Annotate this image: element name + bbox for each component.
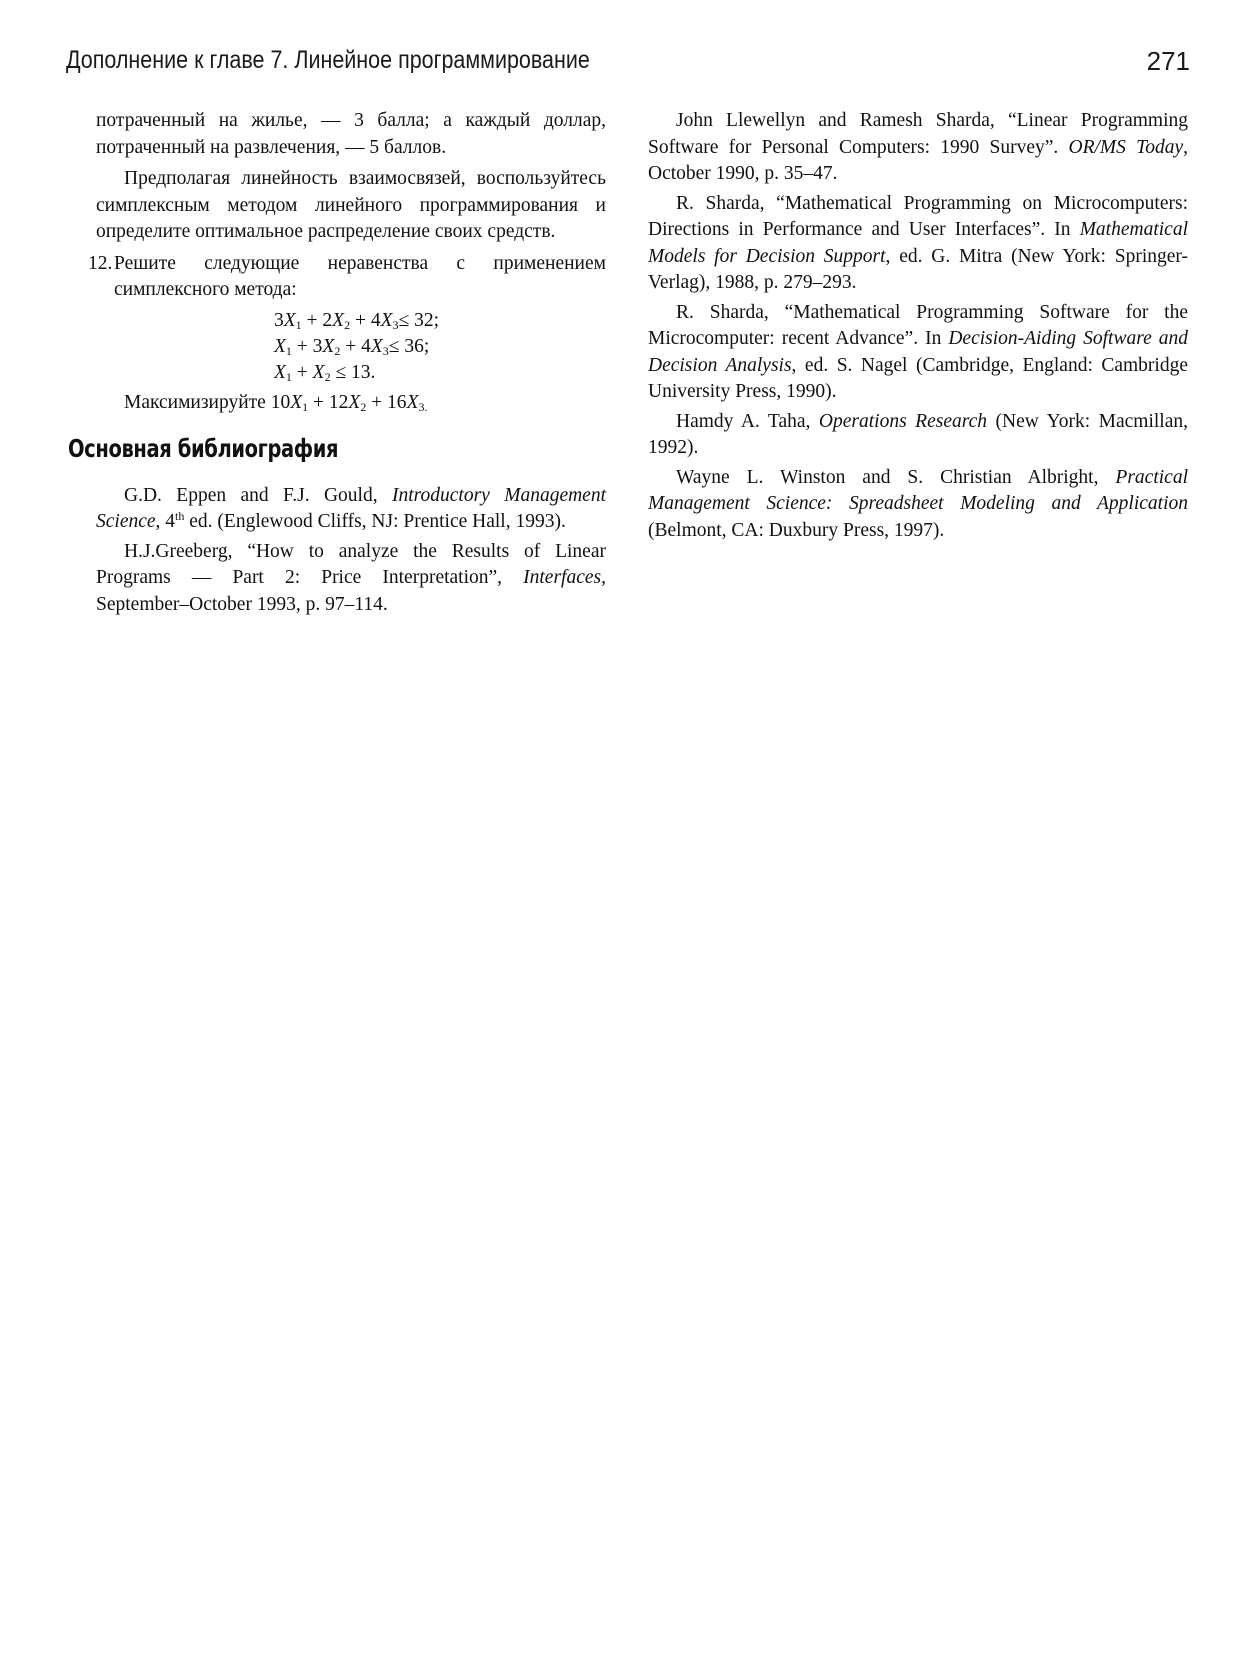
- reference-item: G.D. Eppen and F.J. Gould, Introductory Management Science, 4th ed. (Englewood Cliffs, NJ: Prentice Hall, 1993).: [96, 484, 606, 532]
- running-head: Дополнение к главе 7. Линейное программирование: [66, 46, 590, 74]
- reference-item: Hamdy A. Taha, Operations Research (New York: Macmillan, 1992).: [648, 410, 1188, 458]
- exercise-number: 12.: [88, 252, 113, 274]
- exercise-paragraph-2: Предполагая линейность взаимосвязей, воспользуйтесь симплексным методом линейного программирования и определите оптимальное распределение своих средств.: [96, 168, 606, 242]
- exercise-text: Решите следующие неравенства с применением симплексного метода:: [114, 252, 606, 300]
- section-title: Основная библиография: [68, 434, 339, 463]
- exercise-paragraph-1: потраченный на жилье, — 3 балла; а каждый доллар, потраченный на развлечения, — 5 баллов.: [96, 110, 606, 158]
- reference-item: H.J.Greeberg, “How to analyze the Results of Linear Programs — Part 2: Price Interpretation”, Interfaces, September–October 1993, p. 97–114.: [96, 540, 606, 615]
- maximize-label: Максимизируйте: [124, 391, 266, 413]
- objective-function: Максимизируйте $10X_1 + 12X_2 + 16X_{3.}$: [124, 391, 428, 414]
- reference-item: R. Sharda, “Mathematical Programming Software for the Microcomputer: recent Advance”. In Decision-Aiding Software and Decision Analysis, ed. S. Nagel (Cambridge, England: Cambridge University Press, 1990).: [648, 301, 1189, 402]
- inequality-2: $X_1 + 3X_2 + 4X_3\le 36$;: [274, 335, 430, 358]
- right-column: [648, 108, 1188, 547]
- inequalities: [274, 308, 606, 386]
- reference-item: Wayne L. Winston and S. Christian Albright, Practical Management Science: Spreadsheet Modeling and Application (Belmont, CA: Duxbury Press, 1997).: [648, 466, 1188, 541]
- page-number: 271: [1146, 46, 1190, 76]
- reference-item: R. Sharda, “Mathematical Programming on Microcomputers: Directions in Performance and User Interfaces”. In Mathematical Models for Decision Support, ed. G. Mitra (New York: Springer-Verlag), 1988, p. 279–293.: [648, 192, 1188, 293]
- inequality-3: $X_1 + X_2 \le 13$.: [274, 361, 376, 384]
- reference-item: John Llewellyn and Ramesh Sharda, “Linear Programming Software for Personal Computers: 1990 Survey”. OR/MS Today, October 1990, p. 35–47.: [648, 110, 1188, 184]
- exercise-12: [88, 251, 606, 304]
- inequality-1: $3X_1 + 2X_2 + 4X_3\le 32$;: [274, 309, 440, 332]
- left-column: [68, 108, 606, 621]
